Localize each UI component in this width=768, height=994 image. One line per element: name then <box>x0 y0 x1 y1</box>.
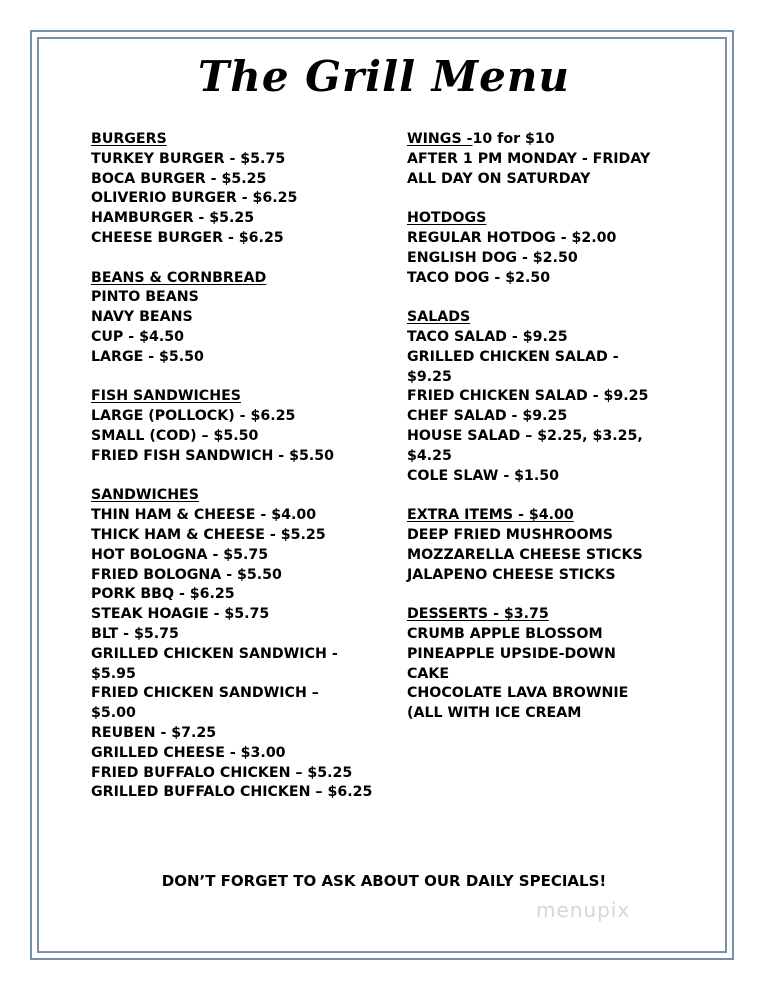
menu-item: HOUSE SALAD – $2.25, $3.25, <box>407 427 643 444</box>
menu-item: DEEP FRIED MUSHROOMS <box>407 526 613 543</box>
menu-item: BLT - $5.75 <box>91 625 179 642</box>
menu-item: PINTO BEANS <box>91 289 199 306</box>
right-column <box>407 130 650 744</box>
section-heading-label: HOTDOGS <box>407 210 487 227</box>
section-heading-label: EXTRA ITEMS - $4.00 <box>407 507 574 524</box>
menu-item: PORK BBQ - $6.25 <box>91 586 235 603</box>
section-heading-label: DESSERTS - $3.75 <box>407 606 549 623</box>
menu-item: MOZZARELLA CHEESE STICKS <box>407 546 643 563</box>
menu-item: CAKE <box>407 665 450 682</box>
menu-item: $5.95 <box>91 665 136 682</box>
menu-item: STEAK HOAGIE - $5.75 <box>91 606 270 623</box>
menu-item: FRIED BUFFALO CHICKEN – $5.25 <box>91 764 353 781</box>
section-heading <box>91 130 372 150</box>
menu-item: CUP - $4.50 <box>91 328 184 345</box>
menu-section <box>407 506 650 585</box>
menu-item: SMALL (COD) – $5.50 <box>91 427 259 444</box>
section-heading-label: BURGERS <box>91 131 167 147</box>
section-heading <box>407 130 650 150</box>
menu-item: THICK HAM & CHEESE - $5.25 <box>91 526 326 543</box>
menu-title: The Grill Menu <box>198 52 570 101</box>
menu-item: COLE SLAW - $1.50 <box>407 467 560 484</box>
menu-item: PINEAPPLE UPSIDE-DOWN <box>407 645 616 662</box>
menu-item: $9.25 <box>407 368 452 385</box>
left-column <box>91 130 372 823</box>
menu-section <box>407 130 650 189</box>
section-heading-label: FISH SANDWICHES <box>91 388 241 405</box>
menu-item: (ALL WITH ICE CREAM <box>407 705 582 722</box>
section-heading <box>91 486 372 506</box>
menu-item: ALL DAY ON SATURDAY <box>407 170 591 187</box>
menu-section <box>91 387 372 466</box>
menu-section <box>407 209 650 288</box>
menu-item: REGULAR HOTDOG - $2.00 <box>407 229 617 246</box>
menu-item: CHOCOLATE LAVA BROWNIE <box>407 685 629 702</box>
menu-item: HOT BOLOGNA - $5.75 <box>91 546 269 563</box>
section-heading <box>91 269 372 289</box>
menu-item: AFTER 1 PM MONDAY - FRIDAY <box>407 150 651 167</box>
section-heading <box>407 308 650 328</box>
menu-item: FRIED FISH SANDWICH - $5.50 <box>91 447 335 464</box>
menu-item: $5.00 <box>91 705 136 722</box>
section-heading-suffix: 10 for $10 <box>472 131 555 147</box>
menu-item: OLIVERIO BURGER - $6.25 <box>91 190 298 207</box>
menu-item: $4.25 <box>407 447 452 464</box>
menu-item: THIN HAM & CHEESE - $4.00 <box>91 507 317 524</box>
section-heading <box>91 387 372 407</box>
menu-item: LARGE (POLLOCK) - $6.25 <box>91 408 296 425</box>
menu-section <box>407 605 650 724</box>
menu-item: GRILLED CHICKEN SALAD - <box>407 348 619 365</box>
daily-specials-note: DON’T FORGET TO ASK ABOUT OUR DAILY SPECIALS! <box>161 872 607 890</box>
menu-item: FRIED CHICKEN SANDWICH – <box>91 685 319 702</box>
section-heading <box>407 209 650 229</box>
watermark-logo: menupix <box>536 898 631 922</box>
menu-item: REUBEN - $7.25 <box>91 724 217 741</box>
menu-item: ENGLISH DOG - $2.50 <box>407 249 578 266</box>
menu-item: TURKEY BURGER - $5.75 <box>91 150 286 167</box>
menu-item: LARGE - $5.50 <box>91 348 204 365</box>
section-heading-label: SANDWICHES <box>91 487 199 504</box>
section-heading <box>407 506 650 526</box>
menu-item: TACO DOG - $2.50 <box>407 269 551 286</box>
section-heading-label: BEANS & CORNBREAD <box>91 269 267 286</box>
menu-item: FRIED CHICKEN SALAD - $9.25 <box>407 388 649 405</box>
menu-item: HAMBURGER - $5.25 <box>91 210 255 227</box>
menu-item: NAVY BEANS <box>91 309 193 326</box>
menu-item: CHEF SALAD - $9.25 <box>407 408 568 425</box>
menu-item: GRILLED CHICKEN SANDWICH - <box>91 645 338 662</box>
menu-item: CRUMB APPLE BLOSSOM <box>407 625 603 642</box>
menu-item: CHEESE BURGER - $6.25 <box>91 229 284 246</box>
menu-item: GRILLED BUFFALO CHICKEN – $6.25 <box>91 784 373 801</box>
menu-section <box>91 486 372 803</box>
menu-section <box>91 269 372 368</box>
menu-section <box>407 308 650 486</box>
section-heading-label: WINGS - <box>407 131 473 147</box>
menu-section <box>91 130 372 249</box>
menu-item: GRILLED CHEESE - $3.00 <box>91 744 286 761</box>
menu-item: TACO SALAD - $9.25 <box>407 328 568 345</box>
section-heading <box>407 605 650 625</box>
menu-item: BOCA BURGER - $5.25 <box>91 170 267 187</box>
section-heading-label: SALADS <box>407 309 471 326</box>
menu-item: JALAPENO CHEESE STICKS <box>407 566 616 583</box>
menu-item: FRIED BOLOGNA - $5.50 <box>91 566 282 583</box>
